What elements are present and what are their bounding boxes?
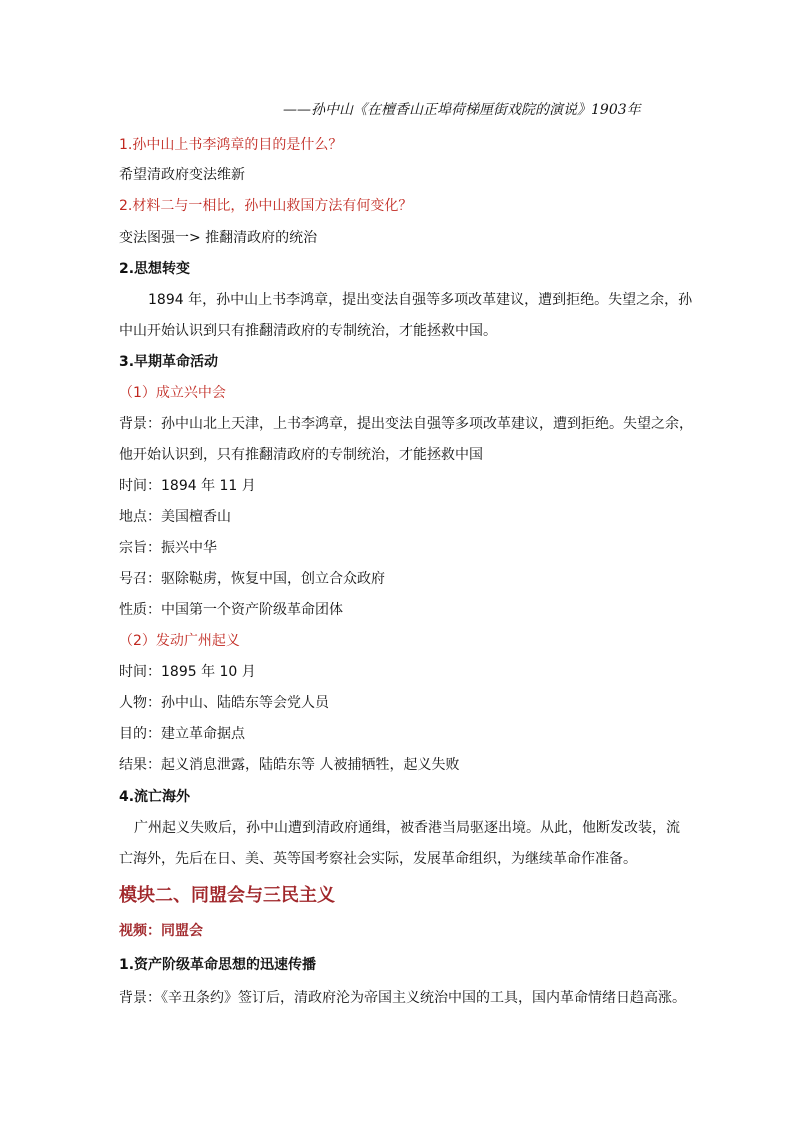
paragraph-line: 广州起义失败后，孙中山遭到清政府通缉，被香港当局驱逐出境。从此，他断发改装，流 — [134, 820, 680, 836]
subheading-guangzhou-uprising: （2）发动广州起义 — [119, 633, 240, 649]
list-item: 目的：建立革命据点 — [119, 726, 245, 742]
question-1: 1.孙中山上书李鸿章的目的是什么？ — [119, 137, 343, 153]
subheading-xingzhonghui: （1）成立兴中会 — [119, 385, 226, 401]
list-item: 时间：1894 年 11 月 — [119, 478, 256, 494]
list-item: 性质：中国第一个资产阶级革命团体 — [119, 602, 343, 618]
module-title: 模块二、同盟会与三民主义 — [119, 885, 335, 906]
paragraph-line: 1894 年，孙中山上书李鸿章，提出变法自强等多项改革建议，遭到拒绝。失望之余，孙 — [148, 292, 693, 308]
list-item: 号召：驱除鞑虏，恢复中国，创立合众政府 — [119, 571, 385, 587]
list-item: 人物：孙中山、陆皓东等会党人员 — [119, 695, 329, 711]
answer-2: 变法图强一> 推翻清政府的统治 — [119, 230, 318, 246]
paragraph-line: 背景：孙中山北上天津，上书李鸿章，提出变法自强等多项改革建议，遭到拒绝。失望之余， — [119, 416, 693, 432]
quote-attribution: ——孙中山《在檀香山正埠荷梯厘街戏院的演说》1903年 — [283, 102, 641, 118]
list-item: 结果：起义消息泄露，陆皓东等 人被捕牺牲，起义失败 — [119, 757, 460, 773]
paragraph-line: 背景：《辛丑条约》签订后，清政府沦为帝国主义统治中国的工具，国内革命情绪日趋高涨。 — [119, 990, 686, 1006]
list-item: 时间：1895 年 10 月 — [119, 664, 256, 680]
list-item: 地点：美国檀香山 — [119, 509, 231, 525]
section-heading-thought-change: 2.思想转变 — [119, 261, 191, 277]
section-heading-exile: 4.流亡海外 — [119, 789, 191, 805]
question-2: 2.材料二与一相比，孙中山救国方法有何变化？ — [119, 198, 413, 214]
paragraph-line: 亡海外，先后在日、美、英等国考察社会实际，发展革命组织，为继续革命作准备。 — [119, 851, 637, 867]
paragraph-line: 中山开始认识到只有推翻清政府的专制统治，才能拯救中国。 — [119, 323, 497, 339]
list-item: 宗旨：振兴中华 — [119, 540, 217, 556]
paragraph-line: 他开始认识到，只有推翻清政府的专制统治，才能拯救中国 — [119, 447, 483, 463]
answer-1: 希望清政府变法维新 — [119, 167, 245, 183]
video-label: 视频：同盟会 — [119, 923, 203, 939]
section-heading-ideas-spread: 1.资产阶级革命思想的迅速传播 — [119, 957, 317, 973]
section-heading-early-activities: 3.早期革命活动 — [119, 354, 219, 370]
